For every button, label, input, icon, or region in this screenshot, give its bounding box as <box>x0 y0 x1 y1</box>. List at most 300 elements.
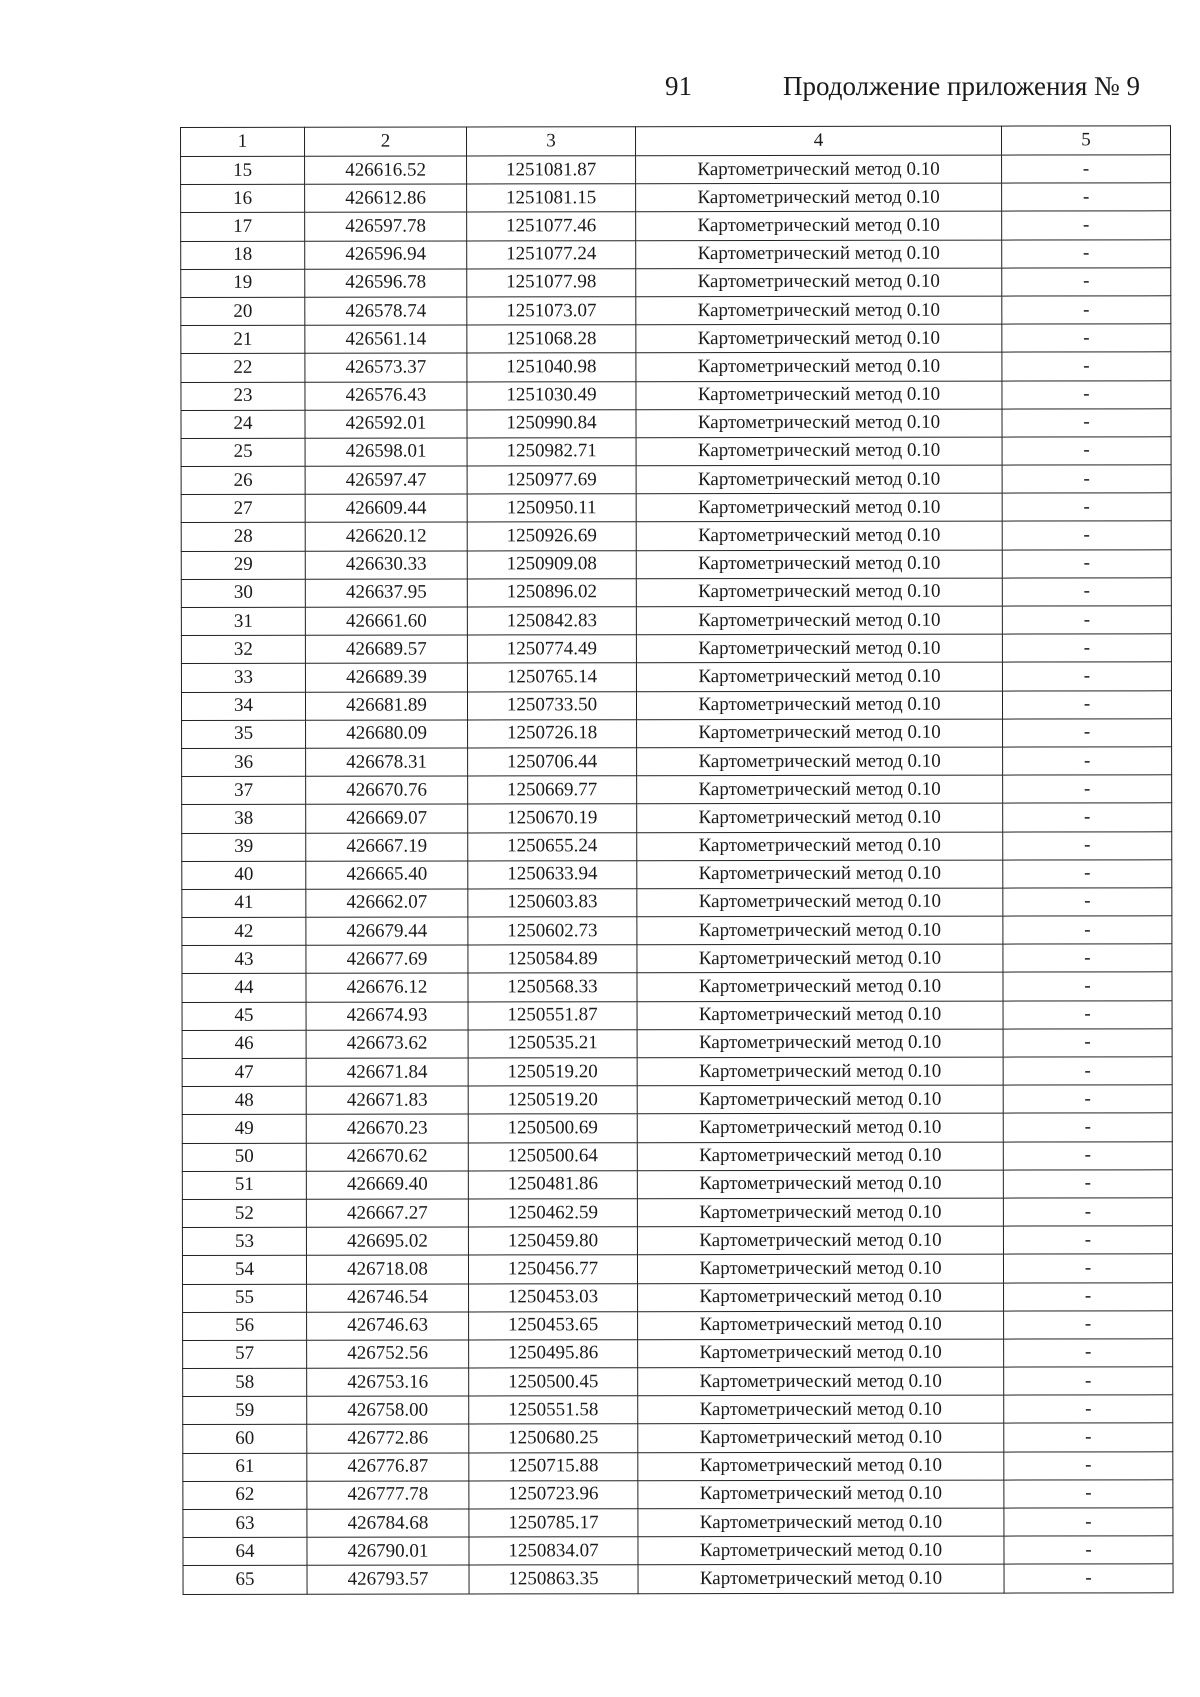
point-number-cell: 22 <box>181 354 305 382</box>
table-row <box>182 775 1172 805</box>
y-coordinate-cell: 1250500.64 <box>468 1142 637 1170</box>
x-coordinate-cell: 426630.33 <box>305 551 467 579</box>
method-cell: Картометрический метод 0.10 <box>637 803 1003 832</box>
note-cell: - <box>1003 1226 1172 1254</box>
table-row <box>182 747 1172 777</box>
y-coordinate-cell: 1250680.25 <box>469 1424 638 1452</box>
point-number-cell: 55 <box>183 1284 307 1312</box>
point-number-cell: 39 <box>182 833 306 861</box>
point-number-cell: 17 <box>181 213 305 241</box>
table-row <box>183 1339 1173 1369</box>
point-number-cell: 52 <box>182 1199 306 1227</box>
y-coordinate-cell: 1250481.86 <box>468 1170 637 1198</box>
table-row <box>183 1536 1173 1566</box>
x-coordinate-cell: 426662.07 <box>306 889 468 917</box>
x-coordinate-cell: 426667.27 <box>306 1199 468 1227</box>
x-coordinate-cell: 426676.12 <box>306 973 468 1001</box>
y-coordinate-cell: 1250519.20 <box>468 1086 637 1114</box>
x-coordinate-cell: 426677.69 <box>306 945 468 973</box>
y-coordinate-cell: 1250909.08 <box>467 550 636 578</box>
method-cell: Картометрический метод 0.10 <box>637 1085 1003 1114</box>
point-number-cell: 34 <box>181 692 305 720</box>
table-row <box>181 155 1171 185</box>
note-cell: - <box>1002 352 1171 380</box>
method-cell: Картометрический метод 0.10 <box>638 1311 1004 1340</box>
method-cell: Картометрический метод 0.10 <box>637 860 1003 889</box>
table-row <box>181 324 1171 354</box>
point-number-cell: 30 <box>181 579 305 607</box>
point-number-cell: 54 <box>182 1256 306 1284</box>
x-coordinate-cell: 426718.08 <box>306 1255 468 1283</box>
table-row <box>182 1170 1172 1200</box>
y-coordinate-cell: 1250785.17 <box>469 1509 638 1537</box>
column-header-4: 4 <box>636 126 1002 156</box>
point-number-cell: 21 <box>181 325 305 353</box>
note-cell: - <box>1004 1395 1173 1423</box>
x-coordinate-cell: 426661.60 <box>305 607 467 635</box>
method-cell: Картометрический метод 0.10 <box>638 1283 1004 1312</box>
note-cell: - <box>1004 1423 1173 1451</box>
note-cell: - <box>1002 606 1171 634</box>
note-cell: - <box>1002 634 1171 662</box>
y-coordinate-cell: 1251040.98 <box>467 353 636 381</box>
point-number-cell: 53 <box>182 1227 306 1255</box>
x-coordinate-cell: 426573.37 <box>305 353 467 381</box>
method-cell: Картометрический метод 0.10 <box>638 1480 1004 1509</box>
note-cell: - <box>1003 916 1172 944</box>
table-row <box>181 606 1171 636</box>
note-cell: - <box>1003 775 1172 803</box>
x-coordinate-cell: 426746.63 <box>307 1312 469 1340</box>
method-cell: Картометрический метод 0.10 <box>637 1226 1003 1255</box>
y-coordinate-cell: 1250896.02 <box>467 579 636 607</box>
y-coordinate-cell: 1250670.19 <box>468 804 637 832</box>
page-header <box>0 66 1200 106</box>
column-header-2: 2 <box>305 127 467 156</box>
method-cell: Картометрический метод 0.10 <box>636 662 1002 691</box>
x-coordinate-cell: 426784.68 <box>307 1509 469 1537</box>
table-row <box>181 465 1171 495</box>
x-coordinate-cell: 426758.00 <box>307 1396 469 1424</box>
x-coordinate-cell: 426689.39 <box>305 663 467 691</box>
method-cell: Картометрический метод 0.10 <box>637 1254 1003 1283</box>
method-cell: Картометрический метод 0.10 <box>638 1424 1004 1453</box>
y-coordinate-cell: 1250765.14 <box>467 663 636 691</box>
method-cell: Картометрический метод 0.10 <box>636 606 1002 635</box>
method-cell: Картометрический метод 0.10 <box>638 1564 1004 1593</box>
y-coordinate-cell: 1251073.07 <box>467 297 636 325</box>
table-row <box>183 1564 1173 1594</box>
table-row <box>181 549 1171 579</box>
y-coordinate-cell: 1250774.49 <box>467 635 636 663</box>
x-coordinate-cell: 426670.62 <box>306 1143 468 1171</box>
method-cell: Картометрический метод 0.10 <box>636 522 1002 551</box>
x-coordinate-cell: 426777.78 <box>307 1481 469 1509</box>
x-coordinate-cell: 426578.74 <box>305 297 467 325</box>
method-cell: Картометрический метод 0.10 <box>636 268 1002 297</box>
y-coordinate-cell: 1250603.83 <box>468 889 637 917</box>
method-cell: Картометрический метод 0.10 <box>636 550 1002 579</box>
x-coordinate-cell: 426681.89 <box>305 692 467 720</box>
method-cell: Картометрический метод 0.10 <box>637 775 1003 804</box>
note-cell: - <box>1002 239 1171 267</box>
x-coordinate-cell: 426673.62 <box>306 1030 468 1058</box>
y-coordinate-cell: 1250535.21 <box>468 1030 637 1058</box>
table-row <box>182 888 1172 918</box>
y-coordinate-cell: 1251081.87 <box>467 156 636 184</box>
y-coordinate-cell: 1251077.98 <box>467 268 636 296</box>
table-row <box>181 493 1171 523</box>
method-cell: Картометрический метод 0.10 <box>637 1057 1003 1086</box>
y-coordinate-cell: 1250926.69 <box>467 522 636 550</box>
table-row <box>182 1141 1172 1171</box>
x-coordinate-cell: 426597.47 <box>305 466 467 494</box>
table-row <box>182 1254 1172 1284</box>
table-row <box>182 1000 1172 1030</box>
y-coordinate-cell: 1250715.88 <box>469 1452 638 1480</box>
table-row <box>181 211 1171 241</box>
y-coordinate-cell: 1250459.80 <box>468 1227 637 1255</box>
method-cell: Картометрический метод 0.10 <box>637 1029 1003 1058</box>
x-coordinate-cell: 426670.23 <box>306 1114 468 1142</box>
note-cell: - <box>1002 493 1171 521</box>
point-number-cell: 60 <box>183 1425 307 1453</box>
x-coordinate-cell: 426561.14 <box>305 325 467 353</box>
method-cell: Картометрический метод 0.10 <box>638 1508 1004 1537</box>
note-cell: - <box>1004 1451 1173 1479</box>
note-cell: - <box>1002 268 1171 296</box>
table-row <box>182 916 1172 946</box>
method-cell: Картометрический метод 0.10 <box>636 465 1002 494</box>
point-number-cell: 50 <box>182 1143 306 1171</box>
appendix-title: Продолжение приложения № 9 <box>783 71 1141 101</box>
x-coordinate-cell: 426793.57 <box>307 1565 469 1593</box>
method-cell: Картометрический метод 0.10 <box>636 155 1002 184</box>
table-row <box>182 972 1172 1002</box>
y-coordinate-cell: 1251081.15 <box>467 184 636 212</box>
x-coordinate-cell: 426671.84 <box>306 1058 468 1086</box>
method-cell: Картометрический метод 0.10 <box>636 409 1002 438</box>
method-cell: Картометрический метод 0.10 <box>637 1170 1003 1199</box>
x-coordinate-cell: 426678.31 <box>306 748 468 776</box>
method-cell: Картометрический метод 0.10 <box>637 832 1003 861</box>
note-cell: - <box>1002 155 1171 183</box>
table-row <box>182 1226 1172 1256</box>
method-cell: Картометрический метод 0.10 <box>636 493 1002 522</box>
x-coordinate-cell: 426576.43 <box>305 381 467 409</box>
table-row <box>181 380 1171 410</box>
point-number-cell: 51 <box>182 1171 306 1199</box>
table-row <box>183 1395 1173 1425</box>
method-cell: Картометрический метод 0.10 <box>636 240 1002 269</box>
table-row <box>183 1367 1173 1397</box>
table-row <box>181 521 1171 551</box>
table-row <box>181 352 1171 382</box>
column-header-5: 5 <box>1001 126 1170 155</box>
point-number-cell: 61 <box>183 1453 307 1481</box>
x-coordinate-cell: 426746.54 <box>307 1283 469 1311</box>
column-header-3: 3 <box>467 127 636 156</box>
x-coordinate-cell: 426620.12 <box>305 522 467 550</box>
note-cell: - <box>1004 1508 1173 1536</box>
table-row <box>182 944 1172 974</box>
point-number-cell: 56 <box>183 1312 307 1340</box>
point-number-cell: 57 <box>183 1340 307 1368</box>
method-cell: Картометрический метод 0.10 <box>636 352 1002 381</box>
note-cell: - <box>1004 1564 1173 1592</box>
y-coordinate-cell: 1250519.20 <box>468 1058 637 1086</box>
point-number-cell: 44 <box>182 974 306 1002</box>
note-cell: - <box>1003 1113 1172 1141</box>
x-coordinate-cell: 426670.76 <box>306 776 468 804</box>
note-cell: - <box>1002 465 1171 493</box>
note-cell: - <box>1002 324 1171 352</box>
x-coordinate-cell: 426669.07 <box>306 804 468 832</box>
y-coordinate-cell: 1250950.11 <box>467 494 636 522</box>
note-cell: - <box>1003 1198 1172 1226</box>
y-coordinate-cell: 1250500.69 <box>468 1114 637 1142</box>
x-coordinate-cell: 426665.40 <box>306 861 468 889</box>
note-cell: - <box>1003 831 1172 859</box>
method-cell: Картометрический метод 0.10 <box>638 1452 1004 1481</box>
page-number: 91 <box>665 71 692 101</box>
table-row <box>181 690 1171 720</box>
note-cell: - <box>1002 408 1171 436</box>
y-coordinate-cell: 1250500.45 <box>469 1368 638 1396</box>
point-number-cell: 58 <box>183 1368 307 1396</box>
x-coordinate-cell: 426752.56 <box>307 1340 469 1368</box>
method-cell: Картометрический метод 0.10 <box>638 1536 1004 1565</box>
point-number-cell: 29 <box>181 551 305 579</box>
header-row <box>181 126 1171 157</box>
method-cell: Картометрический метод 0.10 <box>638 1395 1004 1424</box>
point-number-cell: 41 <box>182 889 306 917</box>
point-number-cell: 32 <box>181 635 305 663</box>
note-cell: - <box>1002 690 1171 718</box>
method-cell: Картометрический метод 0.10 <box>636 324 1002 353</box>
table-row <box>182 719 1172 749</box>
x-coordinate-cell: 426596.94 <box>305 241 467 269</box>
method-cell: Картометрический метод 0.10 <box>636 691 1002 720</box>
x-coordinate-cell: 426674.93 <box>306 1002 468 1030</box>
y-coordinate-cell: 1250990.84 <box>467 409 636 437</box>
note-cell: - <box>1003 1170 1172 1198</box>
method-cell: Картометрический метод 0.10 <box>637 944 1003 973</box>
method-cell: Картометрический метод 0.10 <box>637 1142 1003 1171</box>
method-cell: Картометрический метод 0.10 <box>636 437 1002 466</box>
note-cell: - <box>1004 1536 1173 1564</box>
point-number-cell: 15 <box>181 156 305 184</box>
column-header-1: 1 <box>181 127 305 156</box>
y-coordinate-cell: 1250456.77 <box>468 1255 637 1283</box>
y-coordinate-cell: 1250842.83 <box>467 607 636 635</box>
table-row <box>182 1113 1172 1143</box>
point-number-cell: 20 <box>181 297 305 325</box>
point-number-cell: 49 <box>182 1115 306 1143</box>
method-cell: Картометрический метод 0.10 <box>637 916 1003 945</box>
note-cell: - <box>1004 1367 1173 1395</box>
point-number-cell: 38 <box>182 805 306 833</box>
method-cell: Картометрический метод 0.10 <box>637 973 1003 1002</box>
coordinates-table <box>180 125 1174 1594</box>
table-row <box>181 183 1171 213</box>
method-cell: Картометрический метод 0.10 <box>637 1113 1003 1142</box>
table-row <box>182 1029 1172 1059</box>
point-number-cell: 31 <box>181 607 305 635</box>
note-cell: - <box>1003 1085 1172 1113</box>
note-cell: - <box>1002 211 1171 239</box>
y-coordinate-cell: 1250977.69 <box>467 466 636 494</box>
point-number-cell: 43 <box>182 946 306 974</box>
note-cell: - <box>1003 888 1172 916</box>
x-coordinate-cell: 426592.01 <box>305 410 467 438</box>
y-coordinate-cell: 1250462.59 <box>468 1199 637 1227</box>
table-row <box>183 1282 1173 1312</box>
note-cell: - <box>1003 1254 1172 1282</box>
note-cell: - <box>1004 1282 1173 1310</box>
x-coordinate-cell: 426689.57 <box>305 635 467 663</box>
point-number-cell: 25 <box>181 438 305 466</box>
note-cell: - <box>1002 578 1171 606</box>
table-row <box>183 1310 1173 1340</box>
table-row <box>181 634 1171 664</box>
method-cell: Картометрический метод 0.10 <box>637 1198 1003 1227</box>
y-coordinate-cell: 1250733.50 <box>467 691 636 719</box>
method-cell: Картометрический метод 0.10 <box>637 747 1003 776</box>
y-coordinate-cell: 1251068.28 <box>467 325 636 353</box>
table-row <box>183 1423 1173 1453</box>
table-row <box>182 1198 1172 1228</box>
note-cell: - <box>1003 747 1172 775</box>
point-number-cell: 45 <box>182 1002 306 1030</box>
y-coordinate-cell: 1251030.49 <box>467 381 636 409</box>
x-coordinate-cell: 426776.87 <box>307 1453 469 1481</box>
y-coordinate-cell: 1250568.33 <box>468 973 637 1001</box>
method-cell: Картометрический метод 0.10 <box>636 381 1002 410</box>
point-number-cell: 63 <box>183 1509 307 1537</box>
note-cell: - <box>1004 1480 1173 1508</box>
point-number-cell: 59 <box>183 1397 307 1425</box>
point-number-cell: 23 <box>181 382 305 410</box>
y-coordinate-cell: 1250602.73 <box>468 917 637 945</box>
point-number-cell: 42 <box>182 917 306 945</box>
point-number-cell: 40 <box>182 861 306 889</box>
table-row <box>181 239 1171 269</box>
x-coordinate-cell: 426753.16 <box>307 1368 469 1396</box>
x-coordinate-cell: 426680.09 <box>306 720 468 748</box>
note-cell: - <box>1003 1057 1172 1085</box>
table-row <box>182 831 1172 861</box>
x-coordinate-cell: 426667.19 <box>306 832 468 860</box>
table-row <box>181 437 1171 467</box>
note-cell: - <box>1004 1310 1173 1338</box>
point-number-cell: 26 <box>181 466 305 494</box>
x-coordinate-cell: 426609.44 <box>305 494 467 522</box>
table-body <box>181 155 1174 1594</box>
method-cell: Картометрический метод 0.10 <box>637 719 1003 748</box>
y-coordinate-cell: 1250726.18 <box>468 719 637 747</box>
note-cell: - <box>1002 521 1171 549</box>
y-coordinate-cell: 1250584.89 <box>468 945 637 973</box>
point-number-cell: 64 <box>183 1537 307 1565</box>
y-coordinate-cell: 1250669.77 <box>468 776 637 804</box>
table-row <box>183 1508 1173 1538</box>
method-cell: Картометрический метод 0.10 <box>636 296 1002 325</box>
y-coordinate-cell: 1250723.96 <box>469 1481 638 1509</box>
method-cell: Картометрический метод 0.10 <box>636 578 1002 607</box>
y-coordinate-cell: 1250834.07 <box>469 1537 638 1565</box>
point-number-cell: 37 <box>182 776 306 804</box>
y-coordinate-cell: 1250495.86 <box>469 1340 638 1368</box>
y-coordinate-cell: 1250453.65 <box>469 1311 638 1339</box>
table-row <box>181 296 1171 326</box>
note-cell: - <box>1003 972 1172 1000</box>
x-coordinate-cell: 426597.78 <box>305 212 467 240</box>
x-coordinate-cell: 426598.01 <box>305 438 467 466</box>
point-number-cell: 48 <box>182 1086 306 1114</box>
method-cell: Картометрический метод 0.10 <box>636 634 1002 663</box>
note-cell: - <box>1003 803 1172 831</box>
x-coordinate-cell: 426596.78 <box>305 269 467 297</box>
method-cell: Картометрический метод 0.10 <box>638 1339 1004 1368</box>
y-coordinate-cell: 1250982.71 <box>467 438 636 466</box>
method-cell: Картометрический метод 0.10 <box>637 1001 1003 1030</box>
point-number-cell: 62 <box>183 1481 307 1509</box>
table-row <box>181 268 1171 298</box>
point-number-cell: 65 <box>183 1566 307 1594</box>
x-coordinate-cell: 426637.95 <box>305 579 467 607</box>
note-cell: - <box>1002 549 1171 577</box>
method-cell: Картометрический метод 0.10 <box>638 1367 1004 1396</box>
x-coordinate-cell: 426612.86 <box>305 184 467 212</box>
point-number-cell: 35 <box>182 720 306 748</box>
y-coordinate-cell: 1250706.44 <box>468 748 637 776</box>
x-coordinate-cell: 426695.02 <box>306 1227 468 1255</box>
point-number-cell: 27 <box>181 495 305 523</box>
method-cell: Картометрический метод 0.10 <box>636 211 1002 240</box>
method-cell: Картометрический метод 0.10 <box>637 888 1003 917</box>
y-coordinate-cell: 1250453.03 <box>469 1283 638 1311</box>
table-row <box>182 1085 1172 1115</box>
x-coordinate-cell: 426772.86 <box>307 1424 469 1452</box>
table-row <box>182 1057 1172 1087</box>
note-cell: - <box>1003 944 1172 972</box>
x-coordinate-cell: 426616.52 <box>305 156 467 184</box>
table-row <box>181 662 1171 692</box>
note-cell: - <box>1002 183 1171 211</box>
y-coordinate-cell: 1250655.24 <box>468 832 637 860</box>
y-coordinate-cell: 1251077.46 <box>467 212 636 240</box>
method-cell: Картометрический метод 0.10 <box>636 183 1002 212</box>
table-row <box>182 803 1172 833</box>
y-coordinate-cell: 1251077.24 <box>467 240 636 268</box>
point-number-cell: 36 <box>182 748 306 776</box>
note-cell: - <box>1002 437 1171 465</box>
table-row <box>181 408 1171 438</box>
point-number-cell: 16 <box>181 184 305 212</box>
x-coordinate-cell: 426679.44 <box>306 917 468 945</box>
point-number-cell: 47 <box>182 1058 306 1086</box>
y-coordinate-cell: 1250551.58 <box>469 1396 638 1424</box>
y-coordinate-cell: 1250551.87 <box>468 1001 637 1029</box>
table-row <box>183 1451 1173 1481</box>
point-number-cell: 46 <box>182 1030 306 1058</box>
note-cell: - <box>1003 1000 1172 1028</box>
table-row <box>181 578 1171 608</box>
point-number-cell: 18 <box>181 241 305 269</box>
table-row <box>183 1480 1173 1510</box>
x-coordinate-cell: 426671.83 <box>306 1086 468 1114</box>
